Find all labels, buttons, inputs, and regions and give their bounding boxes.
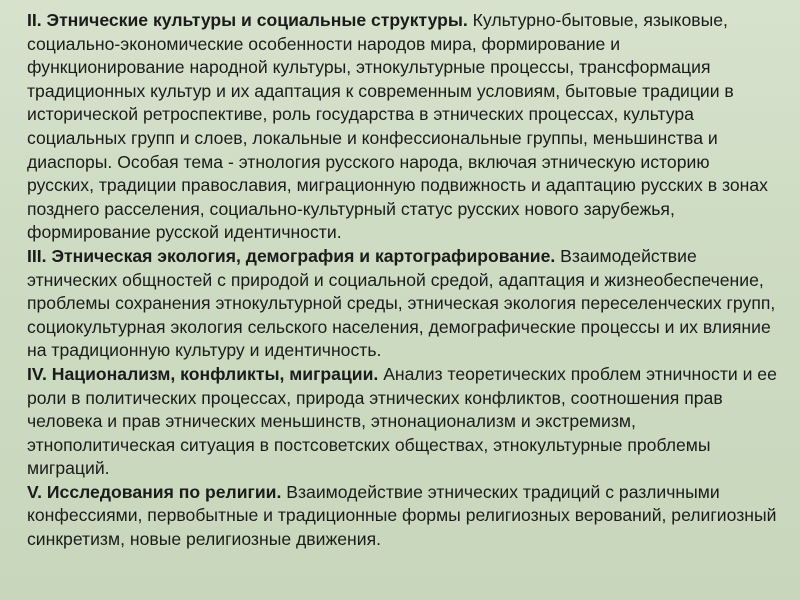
section-religion bbox=[27, 481, 777, 552]
section-heading: III. Этническая экология, демография и картографирование. bbox=[27, 245, 556, 266]
section-heading: V. Исследования по религии. bbox=[27, 481, 282, 502]
section-heading: IV. Национализм, конфликты, миграции. bbox=[27, 363, 379, 384]
section-body: Взаимодействие этнических традиций с различными конфессиями, первобытные и традиционные формы религиозных верований, религиозный синкретизм, новые религиозные движения. bbox=[27, 481, 777, 550]
section-heading: II. Этнические культуры и социальные структуры. bbox=[27, 10, 468, 30]
section-nationalism bbox=[27, 363, 777, 481]
section-ethnic-cultures bbox=[27, 9, 777, 245]
section-body: Анализ теоретических проблем этничности и ее роли в политических процессах, природа этнических конфликтов, соотношения прав человека и прав этнических меньшинств, этнонационализм и экстремизм, этнополитическая ситуация в постсоветских обществах, этнокультурные проблемы миграций. bbox=[27, 363, 777, 479]
section-body: Культурно-бытовые, языковые, социально-экономические особенности народов мира, формирование и функционирование народной культуры, этнокультурные процессы, трансформация традиционных культур и их адаптация к современным условиям, бытовые традиции в исторической ретроспективе, роль государства в этнических процессах, культура социальных групп и слоев, локальные и конфессиональные группы, меньшинства и диаспоры. Особая тема - этнология русского народа, включая этническую историю русских, традиции православия, миграционную подвижность и адаптацию русских в зонах позднего расселения, социально-культурный статус русских нового зарубежья, формирование русской идентичности. bbox=[27, 10, 768, 243]
document-body bbox=[27, 9, 777, 552]
section-body: Взаимодействие этнических общностей с природой и социальной средой, адаптация и жизнеобеспечение, проблемы сохранения этнокультурной среды, этническая экология переселенческих групп, социокультурная экология сельского населения, демографические процессы и их влияние на традиционную культуру и идентичность. bbox=[27, 245, 776, 361]
section-ethnic-ecology bbox=[27, 245, 777, 363]
